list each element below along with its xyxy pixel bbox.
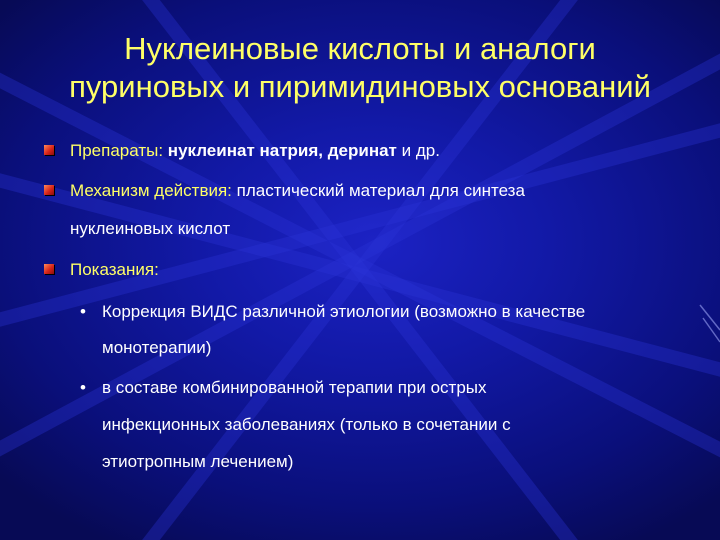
drug-name-2: деринат: [327, 141, 397, 160]
title-line-2: пуриновых и пиримидиновых оснований: [69, 69, 651, 104]
indication-1-line-2: монотерапии): [102, 338, 212, 357]
bullet-square: [44, 264, 54, 274]
item-mechanism-text-2: нуклеиновых кислот: [70, 219, 231, 238]
bullet-square: [44, 185, 54, 195]
title-line-1: Нуклеиновые кислоты и аналоги: [124, 31, 596, 66]
item-drugs: [70, 140, 440, 162]
item-mechanism-label: Механизм действия:: [70, 181, 232, 200]
drug-name-1: нуклеинат натрия,: [167, 141, 324, 160]
bullet-square: [44, 145, 54, 155]
indication-2-line-2: инфекционных заболеваниях (только в сочетании с: [102, 415, 511, 434]
item-drugs-label: Препараты:: [70, 141, 164, 160]
item-drugs-suffix: и др.: [401, 141, 440, 160]
indication-2-line-3: этиотропным лечением): [102, 452, 294, 471]
indication-1-line-1: Коррекция ВИДС различной этиологии (возможно в качестве: [102, 302, 586, 321]
item-mechanism-text-1: пластический материал для синтеза: [236, 181, 525, 200]
item-indications-label: Показания:: [70, 260, 159, 279]
sub-bullet-dot: •: [80, 378, 86, 397]
indication-2-line-1: в составе комбинированной терапии при острых: [102, 378, 487, 397]
accent-streak: [700, 305, 720, 330]
item-mechanism: [70, 180, 525, 202]
sub-bullet-dot: •: [80, 302, 86, 321]
slide-title: [40, 30, 680, 106]
